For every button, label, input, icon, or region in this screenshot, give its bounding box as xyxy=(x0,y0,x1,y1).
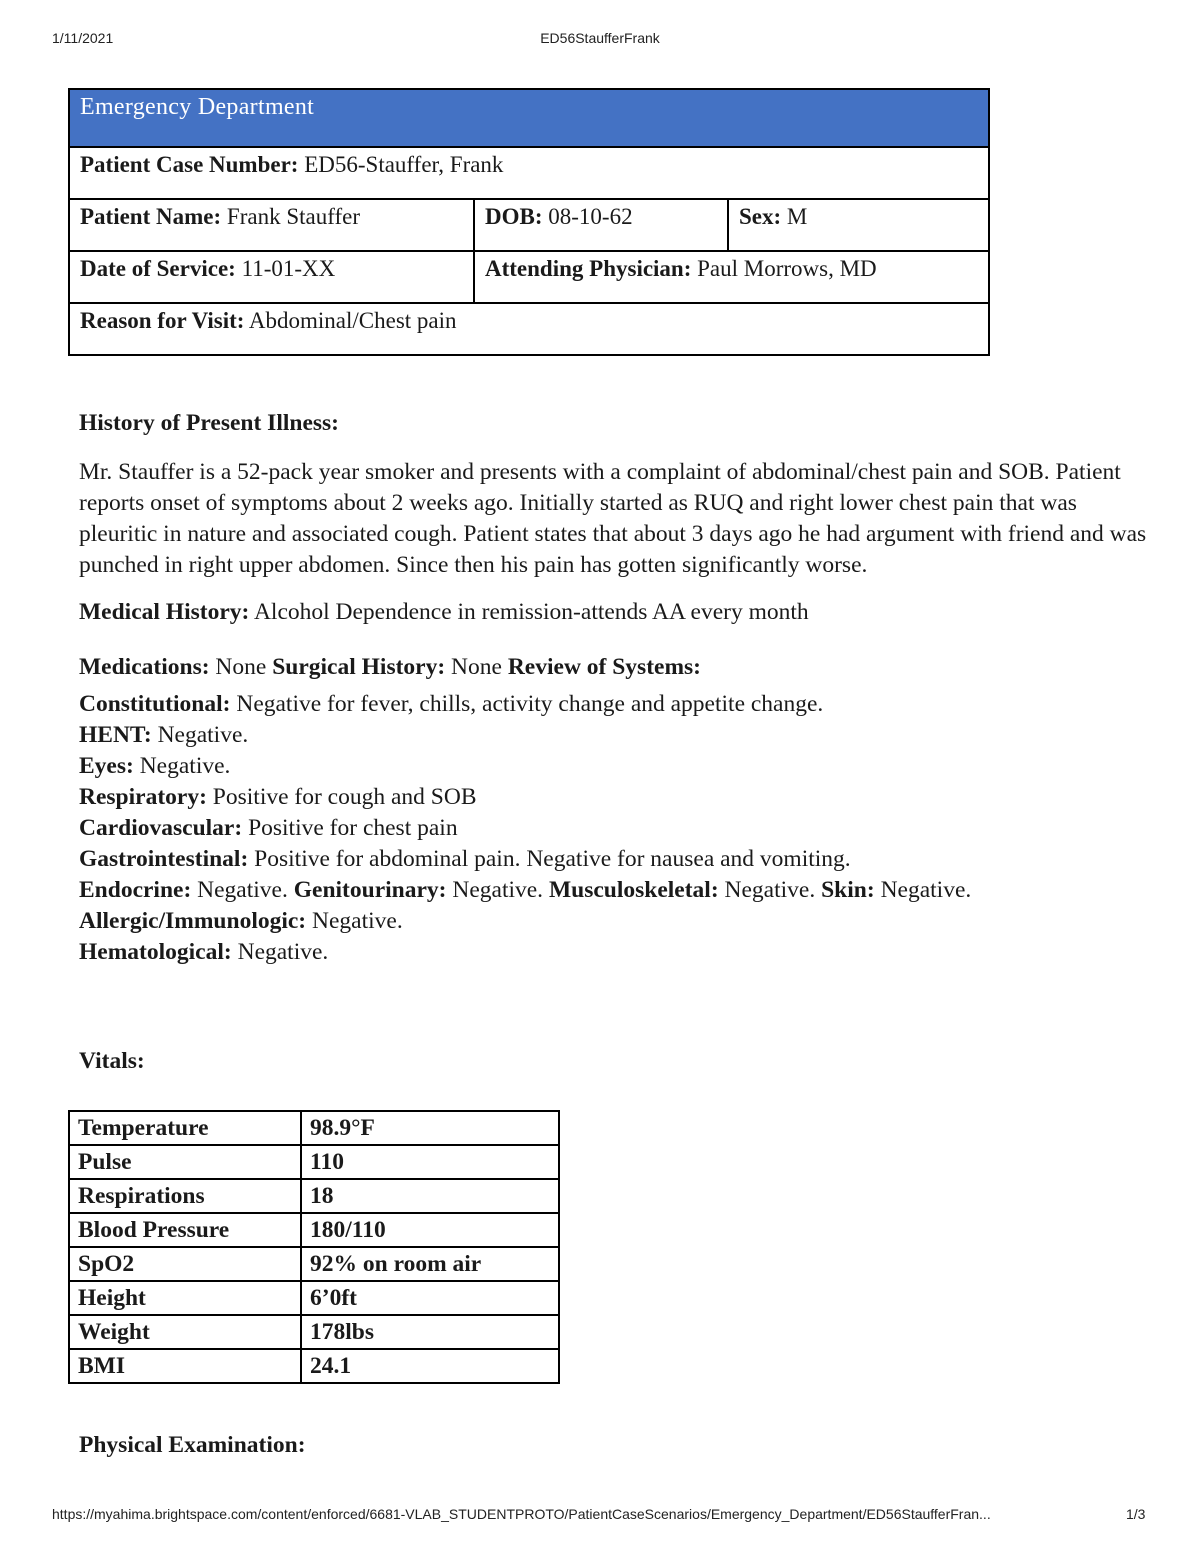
ros-constitutional-label: Constitutional: xyxy=(79,691,231,717)
vitals-row xyxy=(69,1145,559,1179)
vitals-key: SpO2 xyxy=(69,1247,301,1281)
ros-gastrointestinal-label: Gastrointestinal: xyxy=(79,846,249,872)
ros-eyes-label: Eyes: xyxy=(79,753,134,779)
ros-respiratory-value: Positive for cough and SOB xyxy=(212,784,477,810)
ros-skin-label: Skin: xyxy=(821,877,875,903)
ros-respiratory-label: Respiratory: xyxy=(79,784,207,810)
patient-name-value: Frank Stauffer xyxy=(226,204,360,229)
dob-value: 08-10-62 xyxy=(548,204,633,229)
vitals-row xyxy=(69,1349,559,1383)
ros-gastrointestinal-value: Positive for abdominal pain. Negative for nausea and vomiting. xyxy=(254,846,851,872)
ros-allergic xyxy=(79,906,1159,937)
ros-hent-label: HENT: xyxy=(79,722,152,748)
medications-value: None xyxy=(215,654,267,680)
vitals-key: Height xyxy=(69,1281,301,1315)
print-url: https://myahima.brightspace.com/content/enforced/6681-VLAB_STUDENTPROTO/PatientCaseScenarios/Emergency_Department/ED56StaufferFran... xyxy=(52,1506,991,1522)
ros-hent-value: Negative. xyxy=(157,722,249,748)
ros-skin-value: Negative. xyxy=(880,877,972,903)
print-title: ED56StaufferFrank xyxy=(540,30,660,46)
hpi-text: Mr. Stauffer is a 52-pack year smoker and presents with a complaint of abdominal/chest pain and SOB. Patient reports onset of symptoms about 2 weeks ago. Initially started as RUQ and right lower chest pain that was pleuritic in nature and associated cough. Patient states that about 3 days ago he had argument with friend and was punched in right upper abdomen. Since then his pain has gotten significantly worse. xyxy=(79,459,1147,578)
hpi-title: History of Present Illness: xyxy=(79,410,339,436)
vitals-key: Respirations xyxy=(69,1179,301,1213)
ros-musculoskeletal-label: Musculoskeletal: xyxy=(548,877,719,903)
vitals-value: 92% on room air xyxy=(301,1247,559,1281)
department-banner: Emergency Department xyxy=(69,89,989,147)
vitals-row xyxy=(69,1179,559,1213)
patient-info-table xyxy=(68,88,990,356)
vitals-value: 110 xyxy=(301,1145,559,1179)
ros-hematological-label: Hematological: xyxy=(79,939,232,965)
vitals-row xyxy=(69,1213,559,1247)
ros-eyes xyxy=(79,751,1159,782)
case-number-value: ED56-Stauffer, Frank xyxy=(304,152,504,177)
ros-genitourinary-value: Negative. xyxy=(452,877,544,903)
surgical-history-label: Surgical History: xyxy=(272,654,446,680)
ros-respiratory xyxy=(79,782,1159,813)
case-number-label: Patient Case Number: xyxy=(80,152,299,177)
meds-line xyxy=(79,652,1159,683)
vitals-row xyxy=(69,1111,559,1145)
vitals-row xyxy=(69,1315,559,1349)
sex-value: M xyxy=(786,204,808,229)
ros-constitutional-value: Negative for fever, chills, activity change and appetite change. xyxy=(236,691,824,717)
service-date-cell xyxy=(69,251,474,303)
vitals-title: Vitals: xyxy=(79,1048,145,1074)
vitals-value: 180/110 xyxy=(301,1213,559,1247)
page-number: 1/3 xyxy=(1126,1506,1146,1522)
ros-cardiovascular-label: Cardiovascular: xyxy=(79,815,243,841)
ros-constitutional xyxy=(79,689,1159,720)
ros-gastrointestinal xyxy=(79,844,1159,875)
vitals-row xyxy=(69,1281,559,1315)
ros-hent xyxy=(79,720,1159,751)
reason-cell xyxy=(69,303,989,355)
service-date-value: 11-01-XX xyxy=(241,256,336,281)
print-date: 1/11/2021 xyxy=(52,30,114,46)
vitals-key: Temperature xyxy=(69,1111,301,1145)
medical-history-value: Alcohol Dependence in remission-attends AA every month xyxy=(253,599,809,625)
medications-label: Medications: xyxy=(79,654,210,680)
reason-label: Reason for Visit: xyxy=(80,308,245,333)
service-date-label: Date of Service: xyxy=(80,256,236,281)
reason-value: Abdominal/Chest pain xyxy=(248,308,457,333)
vitals-table xyxy=(68,1110,560,1384)
note-body xyxy=(79,408,1159,968)
vitals-value: 178lbs xyxy=(301,1315,559,1349)
vitals-value: 6’0ft xyxy=(301,1281,559,1315)
physician-label: Attending Physician: xyxy=(485,256,692,281)
vitals-key: Blood Pressure xyxy=(69,1213,301,1247)
vitals-value: 98.9°F xyxy=(301,1111,559,1145)
ros-allergic-value: Negative. xyxy=(312,908,403,934)
medical-history-label: Medical History: xyxy=(79,599,250,625)
ros-endocrine-value: Negative. xyxy=(197,877,288,903)
sex-cell xyxy=(728,199,989,251)
dob-cell xyxy=(474,199,728,251)
sex-label: Sex: xyxy=(739,204,782,229)
ros-eyes-value: Negative. xyxy=(139,753,231,779)
ros-label: Review of Systems: xyxy=(507,654,702,680)
vitals-value: 18 xyxy=(301,1179,559,1213)
vitals-row xyxy=(69,1247,559,1281)
ros-allergic-label: Allergic/Immunologic: xyxy=(79,908,307,934)
patient-name-cell xyxy=(69,199,474,251)
vitals-key: Weight xyxy=(69,1315,301,1349)
patient-name-label: Patient Name: xyxy=(80,204,222,229)
physician-cell xyxy=(474,251,989,303)
medical-history xyxy=(79,597,1159,628)
ros-genitourinary-label: Genitourinary: xyxy=(293,877,447,903)
vitals-key: BMI xyxy=(69,1349,301,1383)
ros-musculoskeletal-value: Negative. xyxy=(724,877,816,903)
case-number-cell xyxy=(69,147,989,199)
vitals-key: Pulse xyxy=(69,1145,301,1179)
ros-endocrine-line xyxy=(79,875,1159,906)
ros-cardiovascular-value: Positive for chest pain xyxy=(248,815,458,841)
ros-endocrine-label: Endocrine: xyxy=(79,877,192,903)
ros-hematological xyxy=(79,937,1159,968)
ros-cardiovascular xyxy=(79,813,1159,844)
physical-exam-title: Physical Examination: xyxy=(79,1432,306,1458)
physician-value: Paul Morrows, MD xyxy=(697,256,877,281)
surgical-history-value: None xyxy=(451,654,502,680)
vitals-value: 24.1 xyxy=(301,1349,559,1383)
dob-label: DOB: xyxy=(485,204,543,229)
ros-hematological-value: Negative. xyxy=(237,939,329,965)
review-of-systems xyxy=(79,689,1159,968)
